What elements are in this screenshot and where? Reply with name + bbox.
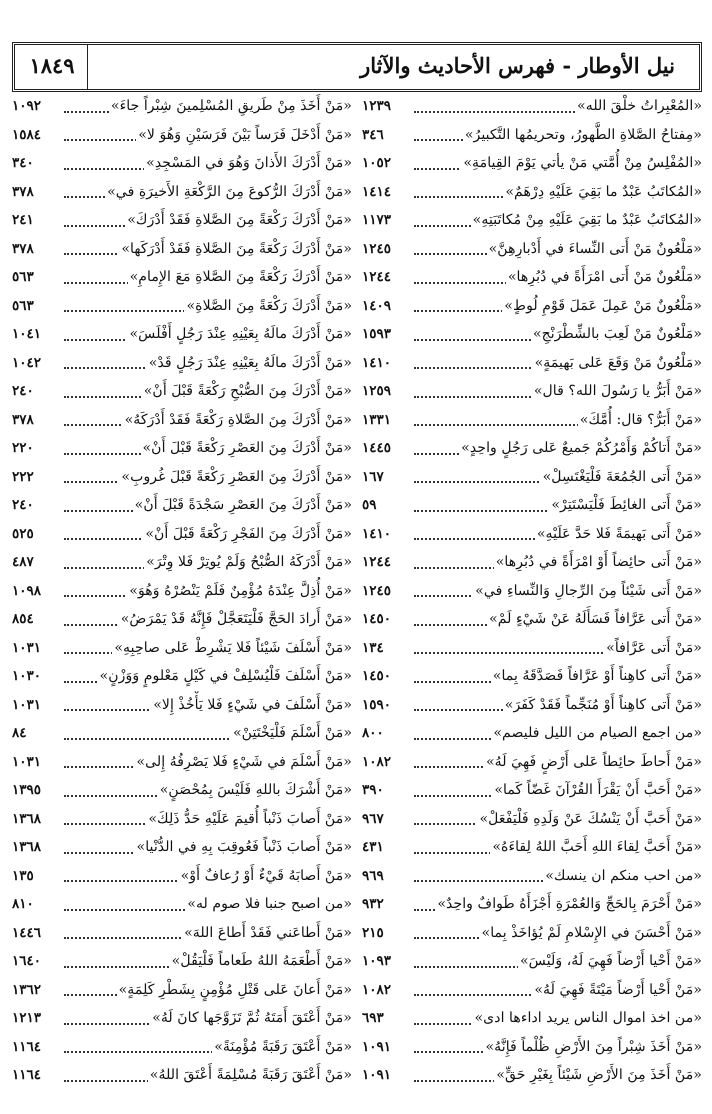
page-reference: ١٠٩١ [362, 1033, 412, 1062]
page-number: ١٨٤٩ [29, 53, 75, 78]
index-entry [12, 463, 352, 492]
index-entry [12, 149, 352, 178]
index-entry [362, 805, 702, 834]
page-reference: ٥٩ [362, 491, 412, 520]
page-title: نيل الأوطار - فهرس الأحاديث والآثار [360, 53, 675, 78]
index-entry [12, 92, 352, 121]
hadith-text: «مَنْ أَبَرُّ؟ قال: أُمَّكَ» [578, 406, 702, 435]
index-entry [12, 748, 352, 777]
page-reference: ١٣٩٥ [12, 776, 62, 805]
hadith-text: «مَنْ أَعْتَقَ رَقَبَةً مُسْلِمَةً أَعْتَقَ اللهُ» [148, 1061, 352, 1090]
index-entry [362, 235, 702, 264]
page-reference: ١٠٣١ [12, 634, 62, 663]
index-entry [362, 263, 702, 292]
index-entry [362, 292, 702, 321]
hadith-text: «مَنْ أَعْتَقَ رَقَبَةً مُؤْمِنَةً» [212, 1033, 352, 1062]
hadith-text: «مَلْعُونٌ مَنْ وَقَعَ عَلى بَهيمَةٍ» [533, 349, 702, 378]
hadith-text: «مَنْ أَتى عَرَّافاً» [604, 634, 702, 663]
index-entry [362, 406, 702, 435]
hadith-text: «مَنْ أَخَذَ مِنْ طَريقِ المُسْلِمينَ شِبْراً جاءَ» [109, 92, 352, 121]
hadith-text: «مَنْ أَحْيا أَرْضاً مَيْتَةً فَهِيَ لَهُ» [532, 976, 702, 1005]
hadith-text: «المُكاتَبُ عَبْدٌ ما بَقِيَ عَلَيْهِ دِرْهَمٌ» [503, 178, 702, 207]
page-reference: ١٠٩٢ [12, 92, 62, 121]
index-entry [12, 1033, 352, 1062]
hadith-text: «مَنْ أَبَرُّ يا رَسُولَ الله؟ قال» [532, 377, 702, 406]
index-entry [362, 748, 702, 777]
page-reference: ١٥٩٠ [362, 691, 412, 720]
hadith-text: «مَنْ أَدْرَكَ مِنَ الصُّبْحِ رَكْعَةً قَبْلَ أَنْ» [142, 377, 352, 406]
hadith-text: «مَنْ أَخَذَ مِنَ الأَرْضِ شَيْئاً بِغَيْرِ حَقٍّ» [494, 1061, 702, 1090]
index-entry [12, 406, 352, 435]
index-entry [12, 292, 352, 321]
index-entry [362, 206, 702, 235]
page-reference: ١٣٤ [362, 634, 412, 663]
index-entry [12, 178, 352, 207]
page-reference: ٩٣٢ [362, 890, 412, 919]
page-reference: ١٢٥٩ [362, 377, 412, 406]
page-reference: ٢٢٠ [12, 434, 62, 463]
index-entry [12, 662, 352, 691]
page-reference: ١٠٥٢ [362, 149, 412, 178]
hadith-text: «مَنْ أَسْلَمَ في شَيْءٍ فَلا يَصْرِفُهُ إِلى» [134, 748, 352, 777]
index-entry [12, 890, 352, 919]
page-reference: ١٦٤٠ [12, 947, 62, 976]
hadith-text: «مَنْ أَحَبَّ أَنْ يَقْرَأَ القُرْآنَ غَضّاً كَما» [492, 776, 702, 805]
hadith-text: «مَنْ أَتى عَرَّافاً فَسَأَلَهُ عَنْ شَيْءٍ لَمْ» [487, 605, 702, 634]
hadith-text: «مَنْ أَعْتَقَ أَمَتَهُ ثُمَّ تَزَوَّجَها كانَ لَهُ» [150, 1004, 352, 1033]
page-reference: ٢٤١ [12, 206, 62, 235]
index-entry [362, 149, 702, 178]
index-entry [362, 890, 702, 919]
index-column-right [362, 92, 702, 1090]
page-reference: ٦٩٣ [362, 1004, 412, 1033]
hadith-text: «مَنْ أَدْخَلَ فَرَساً بَيْنَ فَرَسَيْنِ وَهُوَ لا» [136, 121, 352, 150]
page-reference: ٣٤٠ [12, 149, 62, 178]
hadith-text: «مَلْعُونٌ مَنْ أَتى النِّساءَ في أَدْبارِهِنَّ» [487, 235, 702, 264]
page-reference: ١٣٥ [12, 862, 62, 891]
index-entry [362, 320, 702, 349]
page-reference: ٣٧٨ [12, 406, 62, 435]
hadith-text: «المُكاتَبُ عَبْدٌ ما بَقِيَ عَلَيْهِ مِنْ مُكاتَبَتِهِ» [471, 206, 702, 235]
page-reference: ١٠٨٢ [362, 976, 412, 1005]
page-reference: ١٤٠٩ [362, 292, 412, 321]
index-entry [12, 520, 352, 549]
page-reference: ١٥٩٣ [362, 320, 412, 349]
hadith-text: «مَنْ أَحْيا أَرْضاً فَهِيَ لَهُ، وَلَيْسَ» [518, 947, 702, 976]
index-entry [362, 178, 702, 207]
hadith-text: «مَنْ أَتى حائِضاً أَوْ امْرَأَةً في دُبُرِها» [494, 548, 702, 577]
hadith-text: «من احب منكم ان ينسك» [543, 862, 702, 891]
page-reference: ١٢٣٩ [362, 92, 412, 121]
hadith-text: «مَنْ أَصابَ ذَنْباً أُقيمَ عَلَيْهِ حَدُّ ذَلِكَ» [146, 805, 352, 834]
page-reference: ١٠٩١ [362, 1061, 412, 1090]
hadith-text: «مَنْ أَحاطَ حائِطاً عَلى أَرْضٍ فَهِيَ لَهُ» [484, 748, 702, 777]
hadith-text: «مَنْ أَدْرَكَ الأَذانَ وَهُوَ في المَسْجِدِ» [144, 149, 352, 178]
index-entry [362, 548, 702, 577]
hadith-text: «مَنْ أَتى بَهيمَةً فَلا حَدَّ عَلَيْهِ» [535, 520, 702, 549]
page-reference: ٣٤٦ [362, 121, 412, 150]
page-reference: ٣٩٠ [362, 776, 412, 805]
page-reference: ٢٢٢ [12, 463, 62, 492]
hadith-text: «مَنْ أَتى كاهِناً أَوْ مُنَجِّماً فَقَدْ كَفَرَ» [503, 691, 702, 720]
hadith-text: «مَلْعُونٌ مَنْ أَتى امْرَأَةً في دُبُرِها» [506, 263, 702, 292]
hadith-text: «مَنْ أَدْرَكَ مِنَ الفَجْرِ رَكْعَةً قَبْلَ أَنْ» [143, 520, 352, 549]
hadith-text: «مَنْ أَدْرَكَ رَكْعَةً مِنَ الصَّلاةِ» [184, 292, 352, 321]
index-entry [362, 377, 702, 406]
index-entry [362, 491, 702, 520]
index-entry [362, 833, 702, 862]
page-reference: ١٣٣١ [362, 406, 412, 435]
page-reference: ١٢٤٥ [362, 235, 412, 264]
hadith-text: «مَنْ أَعانَ عَلى قَتْلِ مُؤْمِنٍ بِشَطْرِ كَلِمَةٍ» [117, 976, 352, 1005]
page-reference: ١٠٣٠ [12, 662, 62, 691]
page-reference: ٣٧٨ [12, 178, 62, 207]
index-entry [362, 121, 702, 150]
index-entry [362, 719, 702, 748]
index-entry [12, 634, 352, 663]
page-reference: ٩٦٩ [362, 862, 412, 891]
hadith-text: «مَنْ أَحَبَّ أَنْ يَنْسُكَ عَنْ وَلَدِهِ فَلْيَفْعَلْ» [477, 805, 702, 834]
index-entry [12, 833, 352, 862]
hadith-text: «مَنْ أَسْلَفَ في شَيْءٍ فَلا يَأْخُذْ إِلا» [151, 691, 352, 720]
page-reference: ١٢٤٤ [362, 548, 412, 577]
index-entry [12, 691, 352, 720]
hadith-text: «مَنْ أَدْرَكَ مِنَ العَصْرِ سَجْدَةً قَبْلَ أَنْ» [133, 491, 352, 520]
hadith-text: «المُعْبِراتُ خلْقَ الله» [575, 92, 702, 121]
page-reference: ١٤٥٠ [362, 662, 412, 691]
hadith-text: «مَنْ أَدْرَكَ الرُّكوعَ مِنَ الرَّكْعَةِ الأَخيرَةِ في» [105, 178, 352, 207]
hadith-text: «من اصبح جنبا فلا صوم له» [185, 890, 352, 919]
page-reference: ١٢٤٥ [362, 577, 412, 606]
page-reference: ١٠٨٢ [362, 748, 412, 777]
page-reference: ١٠٤٢ [12, 349, 62, 378]
hadith-text: «مَنْ أَطاعَني فَقَدْ أَطاعَ اللهَ» [182, 919, 352, 948]
index-entry [12, 320, 352, 349]
page-reference: ٨٤ [12, 719, 62, 748]
page-reference: ٥٢٥ [12, 520, 62, 549]
page-reference: ٩٦٧ [362, 805, 412, 834]
hadith-text: «مَنْ أَتى الجُمُعَةَ فَلْيَغْتَسِلْ» [541, 463, 702, 492]
hadith-text: «مَنْ أَدْرَكَ رَكْعَةً مِنَ الصَّلاةِ فَقَدْ أَدْرَكَ» [125, 206, 352, 235]
hadith-text: «مَنْ أَشْرَكَ باللهِ فَلَيْسَ بِمُحْصَنٍ» [158, 776, 352, 805]
index-entry [362, 862, 702, 891]
page-reference: ٥٦٣ [12, 292, 62, 321]
page-reference: ٨٥٤ [12, 605, 62, 634]
page-reference: ٢٤٠ [12, 491, 62, 520]
index-entry [12, 434, 352, 463]
index-entry [12, 577, 352, 606]
hadith-text: «مَنْ أَدْرَكَ مالَهُ بِعَيْنِهِ عِنْدَ رَجُلٍ أَفْلَسَ» [127, 320, 352, 349]
hadith-text: «مَنْ أَخَذَ شِبْراً مِنَ الأَرْضِ ظُلْماً فَإِنَّهُ» [483, 1033, 702, 1062]
index-entry [12, 349, 352, 378]
page-reference: ١٠٩٨ [12, 577, 62, 606]
hadith-text: «مَنْ أَحَبَّ لِقاءَ اللهِ أَحَبَّ اللهُ لِقاءَهُ» [490, 833, 702, 862]
index-entry [12, 377, 352, 406]
index-entry [12, 947, 352, 976]
index-entry [12, 263, 352, 292]
page-reference: ١٣٦٨ [12, 833, 62, 862]
hadith-text: «مَنْ أَسْلَفَ فَلْيُسْلِفْ في كَيْلٍ مَعْلومٍ وَوَزْنٍ» [98, 662, 352, 691]
hadith-text: «مَنْ أَحْسَنَ في الإِسْلامِ لَمْ يُؤاخَذْ بِما» [480, 919, 702, 948]
page-reference: ٤٣١ [362, 833, 412, 862]
index-entry [362, 662, 702, 691]
page-reference: ١٢١٣ [12, 1004, 62, 1033]
hadith-text: «مَنْ أَدْرَكَ مالَهُ بِعَيْنِهِ عِنْدَ رَجُلٍ قَدْ» [147, 349, 352, 378]
page-reference: ٢٤٠ [12, 377, 62, 406]
index-entry [362, 634, 702, 663]
hadith-text: «مَنْ أَسْلَفَ شَيْئاً فَلا يَشْرِطْ عَلى صاحِبِهِ» [112, 634, 352, 663]
index-entry [362, 691, 702, 720]
page-reference: ١١٦٤ [12, 1061, 62, 1090]
index-entry [362, 776, 702, 805]
hadith-text: «مَنْ أَدْرَكَ رَكْعَةً مِنَ الصَّلاةِ مَعَ الإِمامِ» [128, 263, 352, 292]
index-entry [362, 463, 702, 492]
index-entry [12, 919, 352, 948]
hadith-text: «من اجمع الصيام من الليل فليصم» [491, 719, 702, 748]
page-reference: ١٣٦٢ [12, 976, 62, 1005]
index-entry [12, 1004, 352, 1033]
header-divider [87, 45, 88, 89]
index-entry [362, 577, 702, 606]
index-entry [12, 862, 352, 891]
index-entry [12, 776, 352, 805]
hadith-text: «مَنْ أَسْلَمَ فَلْيَخْتَتِنْ» [231, 719, 352, 748]
hadith-text: «مَنْ أُذِلَّ عِنْدَهُ مُؤْمِنٌ فَلَمْ يَنْصُرْهُ وَهُوَ» [127, 577, 352, 606]
page-reference: ١٢٤٤ [362, 263, 412, 292]
index-entry [12, 206, 352, 235]
page-reference: ٨٠٠ [362, 719, 412, 748]
page-reference: ٥٦٣ [12, 263, 62, 292]
page-reference: ١٠٣١ [12, 691, 62, 720]
index-entry [12, 491, 352, 520]
page-reference: ١٤٥٠ [362, 605, 412, 634]
hadith-text: «مَنْ أَصابَ ذَنْباً فَعُوقِبَ بِهِ في الدُّنْيا» [135, 833, 352, 862]
hadith-text: «من اخذ اموال الناس يريد اداءها ادى» [473, 1004, 703, 1033]
hadith-text: «مَنْ أَرادَ الحَجَّ فَلْيَتَعَجَّلْ فَإِنَّهُ قَدْ يَمْرَضُ» [119, 605, 352, 634]
page-reference: ١٤١٠ [362, 520, 412, 549]
index-entry [362, 349, 702, 378]
hadith-text: «مَنْ أَتى الغائِطَ فَلْيَسْتَتِرْ» [549, 491, 702, 520]
page-reference: ٨١٠ [12, 890, 62, 919]
hadith-text: «مَنْ أَتى شَيْئاً مِنَ الرِّجالِ وَالنِّساءِ في» [473, 577, 702, 606]
hadith-text: «مَنْ أَدْرَكَهُ الصُّبْحُ وَلَمْ يُوتِرْ فَلا وِتْرَ» [144, 548, 352, 577]
page-reference: ١٠٩٣ [362, 947, 412, 976]
index-entry [362, 1033, 702, 1062]
index-entry [12, 719, 352, 748]
hadith-text: «مَنْ أَدْرَكَ مِنَ العَصْرِ رَكْعَةً قَبْلَ غُروبِ» [119, 463, 352, 492]
index-entry [362, 92, 702, 121]
index-column-left [12, 92, 352, 1090]
page-reference: ١١٦٤ [12, 1033, 62, 1062]
index-entry [12, 1061, 352, 1090]
index-entry [12, 976, 352, 1005]
hadith-text: «مَنْ أَطْعَمَهُ اللهُ طَعاماً فَلْيَقُلْ» [170, 947, 352, 976]
page-header [12, 42, 702, 92]
index-entry [362, 1061, 702, 1090]
index-entry [362, 976, 702, 1005]
index-entry [362, 520, 702, 549]
index-entry [362, 434, 702, 463]
hadith-text: «مَلْعُونٌ مَنْ لَعِبَ بالشِّطْرَنْجِ» [531, 320, 702, 349]
page-reference: ١٥٨٤ [12, 121, 62, 150]
page-reference: ١٠٣١ [12, 748, 62, 777]
index-entry [362, 919, 702, 948]
index-entry [12, 235, 352, 264]
page-reference: ١١٧٣ [362, 206, 412, 235]
hadith-text: «مِفتاحُ الصَّلاةِ الطَّهورُ، وتحريمُها التَّكبيرُ» [463, 121, 702, 150]
page-reference: ١٣٦٨ [12, 805, 62, 834]
page-reference: ٢١٥ [362, 919, 412, 948]
page-reference: ١٤٤٥ [362, 434, 412, 463]
index-entry [362, 947, 702, 976]
hadith-text: «مَنْ أَدْرَكَ رَكْعَةً مِنَ الصَّلاةِ فَقَدْ أَدْرَكَها» [119, 235, 352, 264]
index-entry [362, 1004, 702, 1033]
page-reference: ٤٨٧ [12, 548, 62, 577]
hadith-text: «مَلْعُونٌ مَنْ عَمِلَ عَمَلَ قَوْمِ لُوطٍ» [502, 292, 702, 321]
page-reference: ٣٧٨ [12, 235, 62, 264]
hadith-text: «مَنْ أَصابَهُ قَيْءٌ أَوْ رُعافٌ أَوْ» [179, 862, 352, 891]
hadith-text: «مَنْ أَتى كاهِناً أَوْ عَرَّافاً فَصَدَّقَهُ بِما» [491, 662, 702, 691]
index-entry [362, 605, 702, 634]
hadith-text: «المُفْلِسُ مِنْ أُمَّتي مَنْ يأتي يَوْمَ القِيامَةِ» [461, 149, 702, 178]
page-reference: ١٠٤١ [12, 320, 62, 349]
index-entry [12, 548, 352, 577]
hadith-text: «مَنْ أَحْرَمَ بِالحَجِّ وَالعُمْرَةِ أَجْزَأَهُ طَوافٌ واحِدٌ» [435, 890, 702, 919]
hadith-text: «مَنْ أَدْرَكَ مِنَ الصَّلاةِ رَكْعَةً فَقَدْ أَدْرَكَهُ» [123, 406, 352, 435]
index-entry [12, 805, 352, 834]
index-entry [12, 121, 352, 150]
index-entry [12, 605, 352, 634]
page-reference: ١٤٤٦ [12, 919, 62, 948]
page-reference: ١٦٧ [362, 463, 412, 492]
page-reference: ١٤١٠ [362, 349, 412, 378]
hadith-text: «مَنْ أَدْرَكَ مِنَ العَصْرِ رَكْعَةً قَبْلَ أَنْ» [141, 434, 353, 463]
page-reference: ١٤١٤ [362, 178, 412, 207]
hadith-text: «مَنْ أَتاكُمْ وَأَمْرُكُمْ جَميعٌ عَلى رَجُلٍ واحِدٍ» [459, 434, 702, 463]
